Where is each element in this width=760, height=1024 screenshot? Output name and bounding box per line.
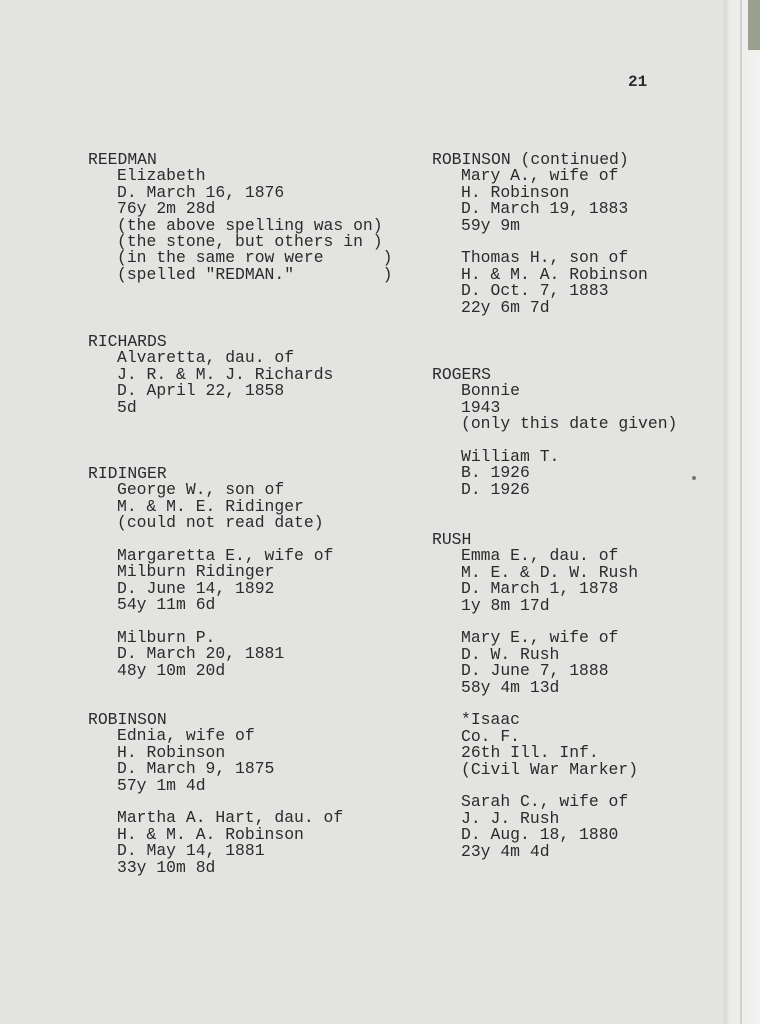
entry-line: H. Robinson — [117, 742, 226, 762]
entry-line: 57y 1m 4d — [117, 775, 206, 795]
entry-line: Thomas H., son of — [461, 248, 629, 268]
entry-line: H. Robinson — [461, 182, 570, 202]
entry-line: Ednia, wife of — [117, 726, 255, 746]
surname-section — [88, 712, 343, 892]
entry-line: 26th Ill. Inf. — [461, 743, 599, 763]
entry-line: 54y 11m 6d — [117, 595, 216, 615]
entry-line: (Civil War Marker) — [461, 759, 639, 779]
entry-line: D. June 7, 1888 — [461, 661, 609, 681]
entry-line: Co. F. — [461, 726, 521, 746]
entry-line: Sarah C., wife of — [461, 792, 629, 812]
surname-heading: RIDINGER — [88, 464, 167, 483]
entry-line: D. Aug. 18, 1880 — [461, 825, 619, 845]
burial-entry — [461, 383, 677, 432]
burial-entry — [117, 728, 343, 794]
surname-heading: RICHARDS — [88, 332, 167, 351]
entry-line: Margaretta E., wife of — [117, 546, 334, 566]
entry-line: H. & M. A. Robinson — [117, 824, 304, 844]
entry-line: Alvaretta, dau. of — [117, 348, 295, 368]
entry-line: 5d — [117, 397, 137, 417]
surname-section — [432, 152, 648, 332]
burial-entry — [461, 548, 638, 614]
entry-line: *Isaac — [461, 710, 521, 730]
entry-line: D. 1926 — [461, 479, 530, 499]
entry-line: D. June 14, 1892 — [117, 578, 275, 598]
entry-line: Martha A. Hart, dau. of — [117, 808, 344, 828]
page-number: 21 — [628, 73, 648, 91]
burial-entry — [461, 250, 648, 316]
entry-line: Emma E., dau. of — [461, 546, 619, 566]
entry-line: D. W. Rush — [461, 644, 560, 664]
burial-entry — [461, 794, 638, 860]
surname-section — [88, 334, 333, 432]
entry-line: (in the same row were ) — [117, 248, 393, 268]
entry-line: D. March 19, 1883 — [461, 199, 629, 219]
surname-heading: RUSH — [432, 530, 472, 549]
burial-entry — [117, 810, 343, 876]
entry-line: D. May 14, 1881 — [117, 841, 265, 861]
surname-section — [432, 367, 677, 515]
surname-heading: REEDMAN — [88, 150, 157, 169]
surname-heading: ROBINSON — [88, 710, 167, 729]
entry-line: M. E. & D. W. Rush — [461, 562, 639, 582]
burial-entry — [461, 168, 648, 234]
entry-line: H. & M. A. Robinson — [461, 264, 648, 284]
burial-entry — [117, 168, 392, 283]
entry-line: D. Oct. 7, 1883 — [461, 281, 609, 301]
entry-line: (could not read date) — [117, 513, 324, 533]
burial-entry — [461, 449, 677, 498]
burial-entry — [117, 548, 333, 614]
surname-section — [88, 466, 333, 696]
entry-line: 33y 10m 8d — [117, 857, 216, 877]
entry-line: D. March 20, 1881 — [117, 644, 285, 664]
entry-line: 59y 9m — [461, 215, 521, 235]
surname-section — [432, 532, 638, 876]
entry-line: 48y 10m 20d — [117, 660, 226, 680]
entry-line: Bonnie — [461, 381, 521, 401]
surname-heading: ROGERS — [432, 365, 492, 384]
page-fold-line — [740, 0, 742, 1024]
binder-tab — [748, 0, 760, 50]
entry-line: 1y 8m 17d — [461, 595, 550, 615]
entry-line: (the above spelling was on) — [117, 215, 383, 235]
entry-line: B. 1926 — [461, 463, 530, 483]
burial-entry — [117, 630, 333, 679]
entry-line: (only this date given) — [461, 414, 678, 434]
entry-line: 23y 4m 4d — [461, 841, 550, 861]
entry-line: 1943 — [461, 397, 501, 417]
entry-line: William T. — [461, 447, 560, 467]
entry-line: Elizabeth — [117, 166, 206, 186]
page-edge — [724, 0, 760, 1024]
paper-speck — [692, 476, 696, 480]
entry-line: Milburn P. — [117, 628, 216, 648]
burial-entry — [461, 712, 638, 778]
surname-heading: ROBINSON (continued) — [432, 150, 629, 169]
burial-entry — [117, 350, 333, 416]
burial-entry — [117, 482, 333, 531]
entry-line: Mary A., wife of — [461, 166, 619, 186]
entry-line: George W., son of — [117, 480, 285, 500]
burial-entry — [461, 630, 638, 696]
entry-line: Milburn Ridinger — [117, 562, 275, 582]
surname-section — [88, 152, 392, 300]
entry-line: (spelled "REDMAN." ) — [117, 264, 393, 284]
entry-line: J. J. Rush — [461, 808, 560, 828]
entry-line: M. & M. E. Ridinger — [117, 496, 304, 516]
entry-line: D. April 22, 1858 — [117, 381, 285, 401]
entry-line: 76y 2m 28d — [117, 199, 216, 219]
entry-line: D. March 16, 1876 — [117, 182, 285, 202]
entry-line: J. R. & M. J. Richards — [117, 364, 334, 384]
entry-line: D. March 9, 1875 — [117, 759, 275, 779]
entry-line: 58y 4m 13d — [461, 677, 560, 697]
entry-line: D. March 1, 1878 — [461, 579, 619, 599]
entry-line: 22y 6m 7d — [461, 297, 550, 317]
entry-line: (the stone, but others in ) — [117, 232, 383, 252]
entry-line: Mary E., wife of — [461, 628, 619, 648]
